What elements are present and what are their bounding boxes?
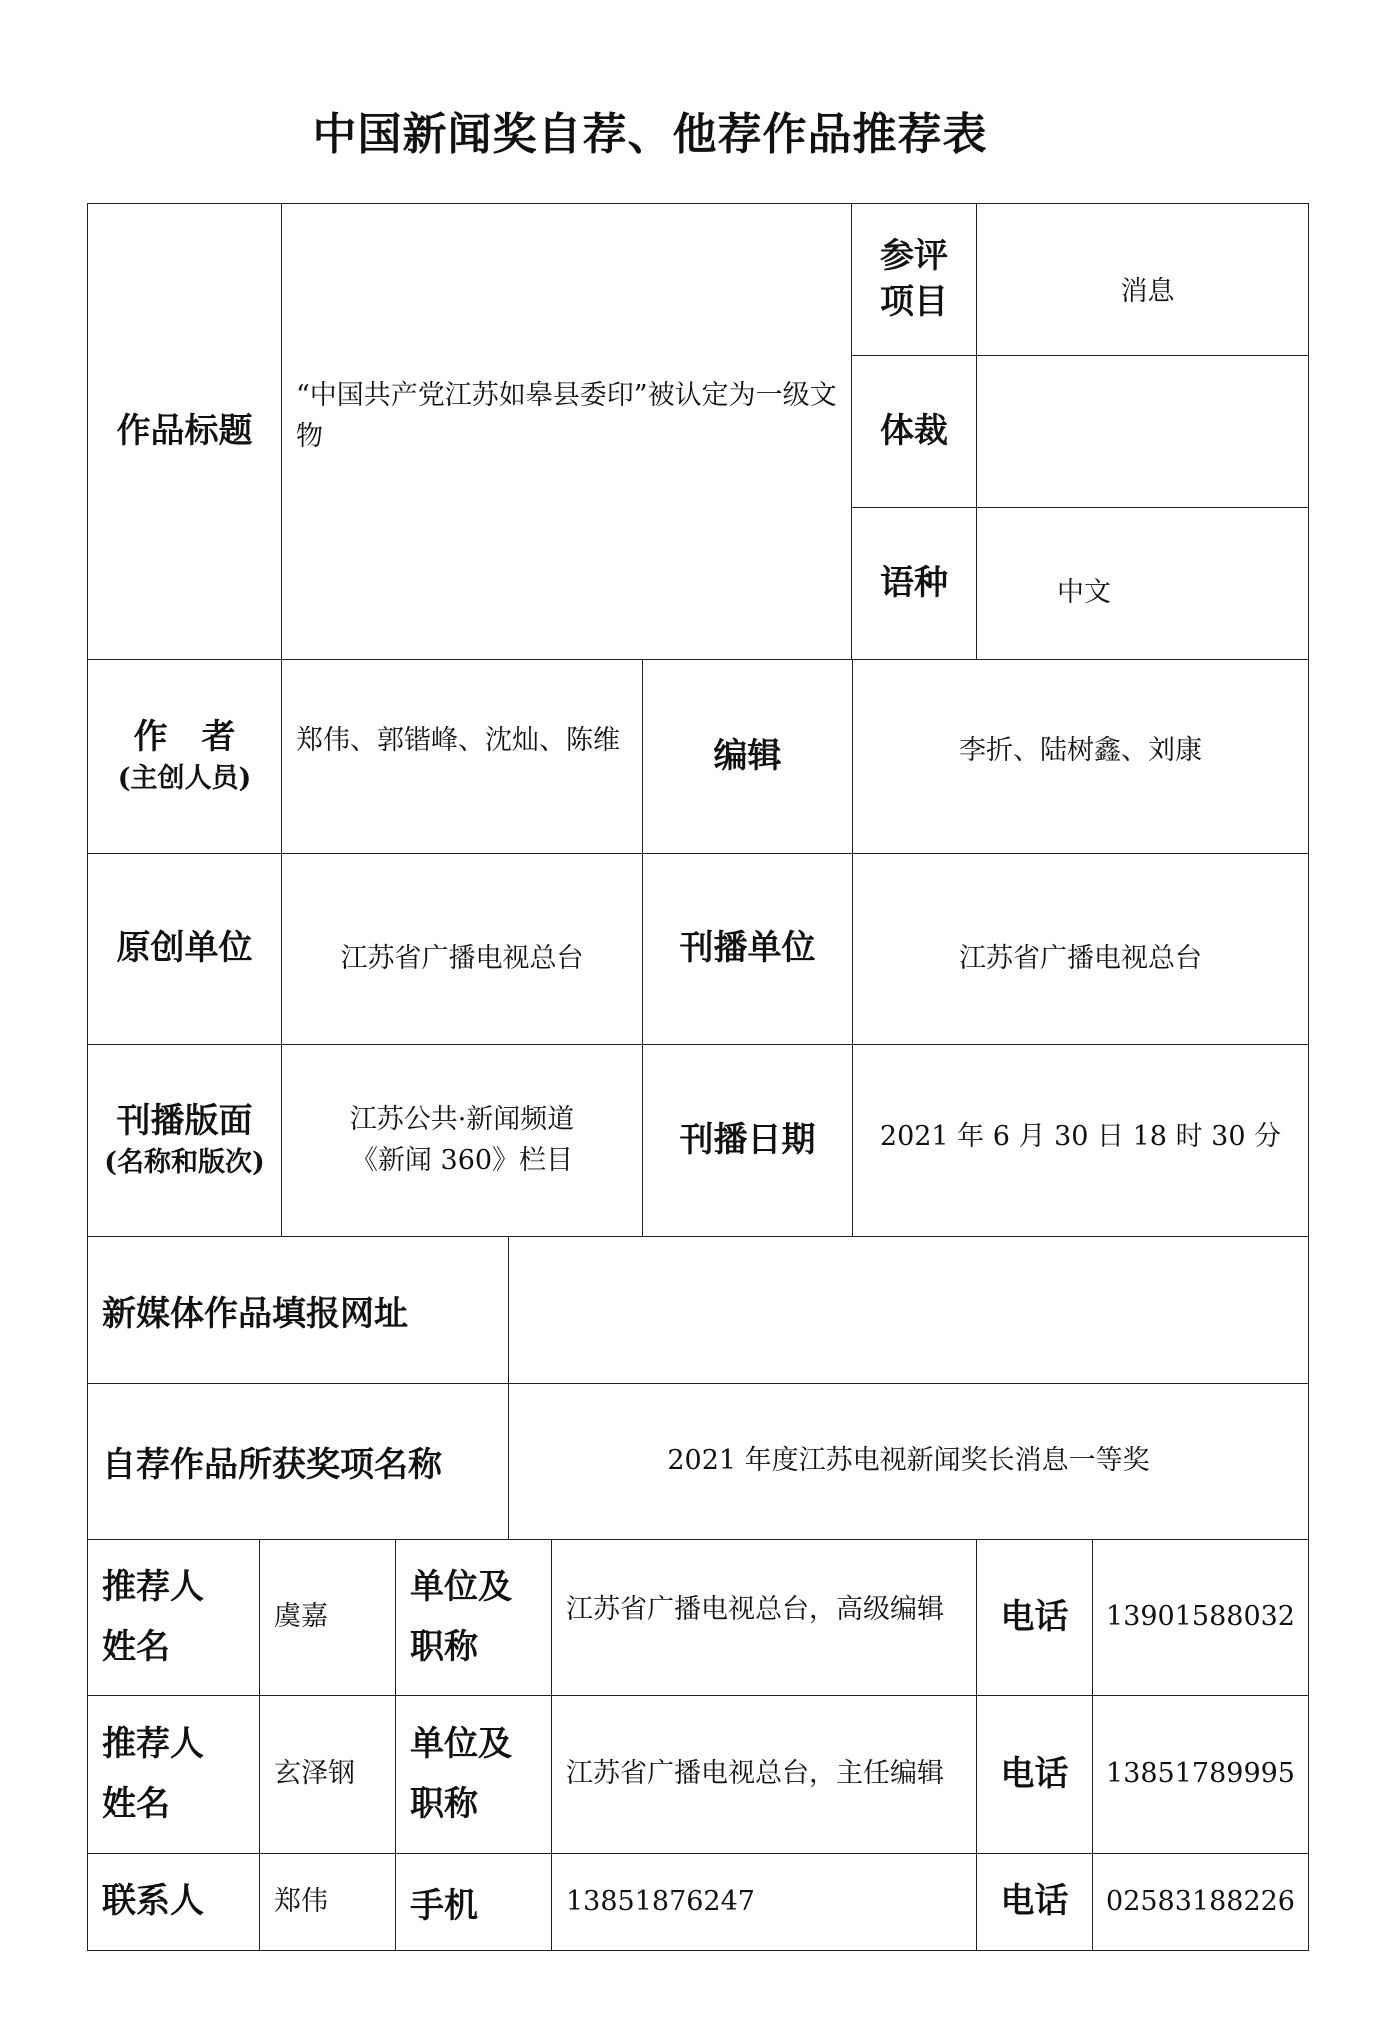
recommender-1-name: 虞嘉 (259, 1539, 396, 1696)
new-media-url-label: 新媒体作品填报网址 (87, 1236, 509, 1384)
category-value: 消息 (976, 203, 1309, 356)
broadcast-date-label: 刊播日期 (642, 1044, 853, 1237)
contact-mobile-label: 手机 (395, 1853, 552, 1951)
origin-unit-value: 江苏省广播电视总台 (281, 853, 643, 1045)
broadcast-unit-value: 江苏省广播电视总台 (852, 853, 1309, 1045)
recommender-1-label: 推荐人 姓名 (87, 1539, 260, 1696)
recommender-1-phone: 13901588032 (1092, 1539, 1309, 1696)
recommender-2-unit-label: 单位及 职称 (395, 1695, 552, 1854)
recommender-2-phone-label: 电话 (976, 1695, 1093, 1854)
recommender-1-unit-value: 江苏省广播电视总台，高级编辑 (551, 1539, 977, 1696)
recommender-2-phone: 13851789995 (1092, 1695, 1309, 1854)
contact-phone-label: 电话 (976, 1853, 1093, 1951)
contact-phone: 02583188226 (1092, 1853, 1309, 1951)
genre-label: 体裁 (851, 355, 977, 508)
broadcast-date-value: 2021 年 6 月 30 日 18 时 30 分 (852, 1044, 1309, 1237)
recommender-1-unit-label: 单位及 职称 (395, 1539, 552, 1696)
contact-mobile: 13851876247 (551, 1853, 977, 1951)
recommender-1-phone-label: 电话 (976, 1539, 1093, 1696)
page-title: 中国新闻奖自荐、他荐作品推荐表 (312, 109, 988, 160)
recommender-2-unit-value: 江苏省广播电视总台，主任编辑 (551, 1695, 977, 1854)
contact-label: 联系人 (87, 1853, 260, 1951)
broadcast-page-value: 江苏公共·新闻频道 《新闻 360》栏目 (281, 1044, 643, 1237)
recommender-2-label: 推荐人 姓名 (87, 1695, 260, 1854)
new-media-url-value (508, 1236, 1309, 1384)
contact-name: 郑伟 (259, 1853, 396, 1951)
work-title-value: “中国共产党江苏如皋县委印”被认定为一级文物 (281, 203, 852, 660)
category-label: 参评 项目 (851, 203, 977, 356)
author-label: 作 者 (主创人员) (87, 659, 282, 854)
broadcast-unit-label: 刊播单位 (642, 853, 853, 1045)
recommender-2-name: 玄泽钢 (259, 1695, 396, 1854)
editor-label: 编辑 (642, 659, 853, 854)
editor-value: 李折、陆树鑫、刘康 (852, 659, 1309, 854)
broadcast-page-label: 刊播版面 (名称和版次) (87, 1044, 282, 1237)
award-value: 2021 年度江苏电视新闻奖长消息一等奖 (508, 1383, 1309, 1540)
award-label: 自荐作品所获奖项名称 (87, 1383, 509, 1540)
genre-value (976, 355, 1309, 508)
language-value: 中文 (976, 507, 1309, 660)
work-title-label: 作品标题 (87, 203, 282, 660)
origin-unit-label: 原创单位 (87, 853, 282, 1045)
author-value: 郑伟、郭锴峰、沈灿、陈维 (281, 659, 643, 854)
language-label: 语种 (851, 507, 977, 660)
